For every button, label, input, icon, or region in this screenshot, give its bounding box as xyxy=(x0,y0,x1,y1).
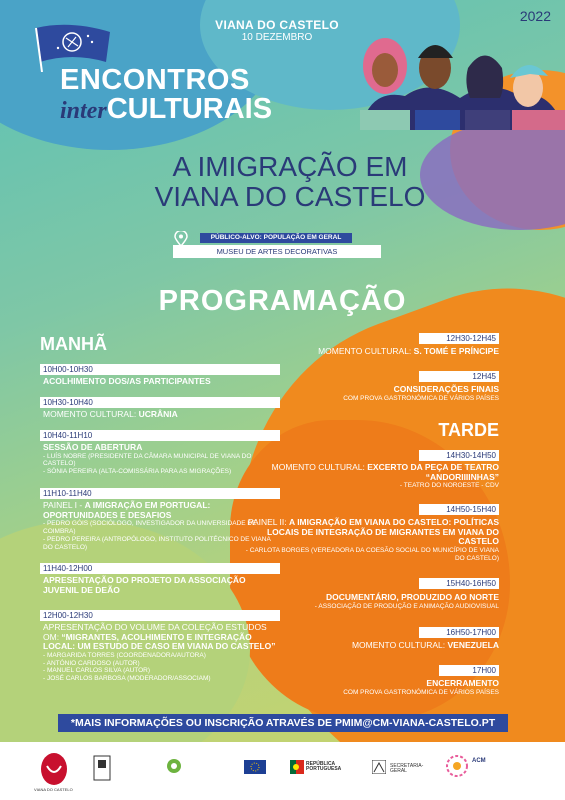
viana-logo-text: VIANA DO CASTELO xyxy=(34,787,73,792)
gnrt-logo xyxy=(92,754,112,784)
brand-culturais: CULTURAIS xyxy=(106,93,273,125)
republica-text: REPÚBLICA PORTUGUESA xyxy=(306,761,342,773)
theme-line2: VIANA DO CASTELO xyxy=(154,180,426,212)
event-item: DOCUMENTÁRIO, PRODUZIDO AO NORTE - ASSOCIAÇÃO DE PRODUÇÃO E ANIMAÇÃO AUDIOVISUAL xyxy=(314,592,499,610)
event-item: PAINEL I - A IMIGRAÇÃO EM PORTUGAL: OPORTUNIDADES E DESAFIOS - PEDRO GÓIS (SOCIÓLOGO, INVESTIGADOR DA UNIVERSIDADE DE COIMBRA) - PEDRO PEREIRA (ANTROPÓLOGO, INSTITUTO POLITÉCNICO DE VIANA DO CASTELO) xyxy=(43,500,271,551)
contact-info[interactable]: *MAIS INFORMAÇÕES OU INSCRIÇÃO ATRAVÉS DE PMIM@CM-VIANA-CASTELO.PT xyxy=(58,714,508,732)
event-item: MOMENTO CULTURAL: VENEZUELA xyxy=(351,640,499,650)
afternoon-label: TARDE xyxy=(438,420,499,440)
event-item: ACOLHIMENTO DOS/AS PARTICIPANTES xyxy=(43,376,211,386)
time-bar: 15H40-16H50 xyxy=(419,578,499,589)
program-title: PROGRAMAÇÃO xyxy=(158,285,407,317)
year: 2022 xyxy=(519,8,551,24)
logos-strip xyxy=(0,742,565,800)
time-bar: 14H30-14H50 xyxy=(419,450,499,461)
time-bar: 14H50-15H40 xyxy=(419,504,499,515)
event-item: CONSIDERAÇÕES FINAIS COM PROVA GASTRONÓMICA DE VÁRIOS PAÍSES xyxy=(343,384,499,402)
eu-flag-icon xyxy=(244,760,266,774)
brand-line1: ENCONTROS xyxy=(60,64,250,96)
theme-title xyxy=(130,152,450,212)
event-item: MOMENTO CULTURAL: EXCERTO DA PEÇA DE TEATRO “ANDORIIIINHAS” - TEATRO DO NOROESTE - CDV xyxy=(271,462,499,490)
city: VIANA DO CASTELO xyxy=(215,18,339,32)
audience-badge: PÚBLICO-ALVO: POPULAÇÃO EM GERAL xyxy=(200,233,352,243)
time-bar: 17H00 xyxy=(439,665,499,676)
pmim-logo xyxy=(166,758,182,774)
time-bar: 12H45 xyxy=(419,371,499,382)
theme-line1: A IMIGRAÇÃO EM xyxy=(172,151,408,182)
time-bar: 10H40-11H10 xyxy=(40,430,280,441)
viana-logo xyxy=(40,752,68,786)
acm-text: ACM xyxy=(472,758,486,764)
sg-logo xyxy=(372,760,386,774)
time-bar: 12H00-12H30 xyxy=(40,610,280,621)
event-item: MOMENTO CULTURAL: S. TOMÉ E PRÍNCIPE xyxy=(318,346,499,356)
time-bar: 12H30-12H45 xyxy=(419,333,499,344)
sg-text: SECRETARIA-GERAL xyxy=(390,763,424,775)
brand-inter: inter xyxy=(60,98,107,124)
time-bar: 10H30-10H40 xyxy=(40,397,280,408)
time-bar: 10H00-10H30 xyxy=(40,364,280,375)
acm-logo xyxy=(445,754,469,778)
event-item: ENCERRAMENTO COM PROVA GASTRONÓMICA DE VÁRIOS PAÍSES xyxy=(343,678,499,696)
morning-label: MANHÃ xyxy=(40,334,107,354)
republica-logo xyxy=(290,760,304,774)
time-bar: 11H10-11H40 xyxy=(40,488,280,499)
event-item: PAINEL II: A IMIGRAÇÃO EM VIANA DO CASTELO: POLÍTICAS LOCAIS DE INTEGRAÇÃO DE MIGRANTES EM VIANA DO CASTELO - CARLOTA BORGES (VEREADORA DA COESÃO SOCIAL DO MUNICÍPIO DE VIANA DO CASTELO) xyxy=(245,517,499,562)
event-item: SESSÃO DE ABERTURA - LUÍS NOBRE (PRESIDENTE DA CÂMARA MUNICIPAL DE VIANA DO CASTELO) - SÓNIA PEREIRA (ALTA-COMISSÁRIA PARA AS MIGRAÇÕES) xyxy=(43,442,252,476)
event-item: APRESENTAÇÃO DO VOLUME DA COLEÇÃO ESTUDOS OM: “MIGRANTES, ACOLHIMENTO E INTEGRAÇÃO LOCAL: UM ESTUDO DE CASO EM VIANA DO CASTELO” - MARGARIDA TORRES (COORDENADORA/AUTORA) - ANTÓNIO CARDOSO (AUTOR) - MANUEL CARLOS SILVA (AUTOR) - JOSÉ CARLOS BARBOSA (MODERADOR/ASSOCIAM) xyxy=(43,622,276,683)
people-illustration xyxy=(360,18,565,130)
event-date: 10 DEZEMBRO xyxy=(241,32,313,43)
event-item: MOMENTO CULTURAL: UCRÂNIA xyxy=(43,409,178,419)
event-item: APRESENTAÇÃO DO PROJETO DA ASSOCIAÇÃO JUVENIL DE DEÃO xyxy=(43,575,246,595)
venue: MUSEU DE ARTES DECORATIVAS xyxy=(173,245,381,258)
time-bar: 16H50-17H00 xyxy=(419,627,499,638)
brand-line2 xyxy=(60,95,272,124)
location xyxy=(212,18,342,43)
time-bar: 11H40-12H00 xyxy=(40,563,280,574)
